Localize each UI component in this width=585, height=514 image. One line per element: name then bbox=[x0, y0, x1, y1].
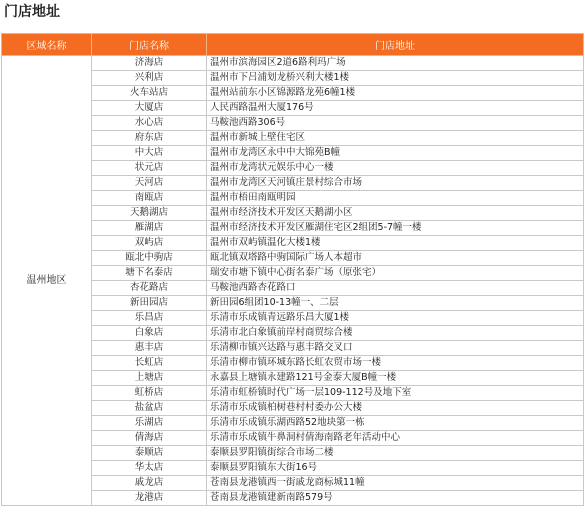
store-address-cell: 温州市经济技术开发区天鹅湖小区 bbox=[207, 206, 584, 221]
store-address-cell: 温州市新城上壁住宅区 bbox=[207, 131, 584, 146]
store-name-cell: 泰顺店 bbox=[92, 446, 207, 461]
store-address-cell: 温州市双屿镇温化大楼1楼 bbox=[207, 236, 584, 251]
store-address-cell: 苍南县龙港镇西一街戚龙商标城11幢 bbox=[207, 476, 584, 491]
store-address-cell: 苍南县龙港镇建新南路579号 bbox=[207, 491, 584, 506]
table-header-row bbox=[2, 34, 584, 56]
store-address-cell: 温州市下吕浦划龙桥兴利大楼1楼 bbox=[207, 71, 584, 86]
store-address-cell: 永嘉县上塘镇永建路121号金泰大厦B幢一楼 bbox=[207, 371, 584, 386]
store-address-cell: 瓯北镇双塔路中驹国际广场人本超市 bbox=[207, 251, 584, 266]
store-address-cell: 泰顺县罗阳镇东大街16号 bbox=[207, 461, 584, 476]
store-name-cell: 天鹅湖店 bbox=[92, 206, 207, 221]
store-name-cell: 状元店 bbox=[92, 161, 207, 176]
store-name-cell: 上塘店 bbox=[92, 371, 207, 386]
table-row bbox=[2, 56, 584, 71]
store-address-cell: 温州市经济技术开发区雁湖住宅区2组团5-7幢一楼 bbox=[207, 221, 584, 236]
store-name-cell: 塘下名泰店 bbox=[92, 266, 207, 281]
store-address-cell: 乐清市柳市镇环城东路长虹农贸市场一楼 bbox=[207, 356, 584, 371]
header-store-address: 门店地址 bbox=[207, 34, 584, 56]
store-name-cell: 盐盆店 bbox=[92, 401, 207, 416]
store-address-cell: 马鞍池西路306号 bbox=[207, 116, 584, 131]
store-name-cell: 白象店 bbox=[92, 326, 207, 341]
store-address-table bbox=[1, 33, 584, 506]
store-name-cell: 乐湖店 bbox=[92, 416, 207, 431]
store-name-cell: 济海店 bbox=[92, 56, 207, 71]
store-address-cell: 乐清市乐成镇乐湖西路52地块第一栋 bbox=[207, 416, 584, 431]
store-name-cell: 南瓯店 bbox=[92, 191, 207, 206]
store-name-cell: 火车站店 bbox=[92, 86, 207, 101]
store-address-cell: 新田园6组团10-13幢一、二层 bbox=[207, 296, 584, 311]
store-address-cell: 乐清市乐成镇柏树巷村村委办公大楼 bbox=[207, 401, 584, 416]
store-address-cell: 温州市龙湾区永中中大锦苑B幢 bbox=[207, 146, 584, 161]
header-region: 区域名称 bbox=[2, 34, 92, 56]
store-address-cell: 温州市龙湾状元娱乐中心一楼 bbox=[207, 161, 584, 176]
store-address-cell: 乐清市乐成镇青远路乐昌大厦1楼 bbox=[207, 311, 584, 326]
store-name-cell: 新田园店 bbox=[92, 296, 207, 311]
store-name-cell: 雁湖店 bbox=[92, 221, 207, 236]
store-name-cell: 水心店 bbox=[92, 116, 207, 131]
store-name-cell: 兴利店 bbox=[92, 71, 207, 86]
store-name-cell: 杏花路店 bbox=[92, 281, 207, 296]
header-store-name: 门店名称 bbox=[92, 34, 207, 56]
store-name-cell: 大厦店 bbox=[92, 101, 207, 116]
store-name-cell: 府东店 bbox=[92, 131, 207, 146]
store-address-cell: 人民西路温州大厦176号 bbox=[207, 101, 584, 116]
store-name-cell: 乐昌店 bbox=[92, 311, 207, 326]
store-address-cell: 泰顺县罗阳镇街综合市场二楼 bbox=[207, 446, 584, 461]
store-address-cell: 温州市龙湾区天河镇庄景村综合市场 bbox=[207, 176, 584, 191]
page-title: 门店地址 bbox=[4, 4, 60, 20]
store-name-cell: 双屿店 bbox=[92, 236, 207, 251]
store-name-cell: 天河店 bbox=[92, 176, 207, 191]
store-name-cell: 惠丰店 bbox=[92, 341, 207, 356]
store-address-cell: 乐清市乐成镇牛鼻洞村倩海南路老年活动中心 bbox=[207, 431, 584, 446]
store-name-cell: 中大店 bbox=[92, 146, 207, 161]
store-address-cell: 马鞍池西路杏花路口 bbox=[207, 281, 584, 296]
store-name-cell: 瓯北中驹店 bbox=[92, 251, 207, 266]
store-name-cell: 虹桥店 bbox=[92, 386, 207, 401]
store-name-cell: 长虹店 bbox=[92, 356, 207, 371]
store-address-cell: 温州站前东小区锦源路龙苑6幢1楼 bbox=[207, 86, 584, 101]
store-address-cell: 温州市滨海园区2道6路利玛广场 bbox=[207, 56, 584, 71]
store-address-cell: 乐清柳市镇兴达路与惠丰路交叉口 bbox=[207, 341, 584, 356]
store-address-cell: 乐清市北白象镇前岸村商贸综合楼 bbox=[207, 326, 584, 341]
store-address-cell: 温州市梧田南瓯明园 bbox=[207, 191, 584, 206]
store-name-cell: 戚龙店 bbox=[92, 476, 207, 491]
store-name-cell: 倩海店 bbox=[92, 431, 207, 446]
table-body bbox=[2, 56, 584, 506]
store-name-cell: 龙港店 bbox=[92, 491, 207, 506]
store-name-cell: 华太店 bbox=[92, 461, 207, 476]
store-address-cell: 瑞安市塘下镇中心街名泰广场（原张宅） bbox=[207, 266, 584, 281]
store-address-cell: 乐清市虹桥镇时代广场一层109-112号及地下室 bbox=[207, 386, 584, 401]
region-cell: 温州地区 bbox=[2, 56, 92, 506]
